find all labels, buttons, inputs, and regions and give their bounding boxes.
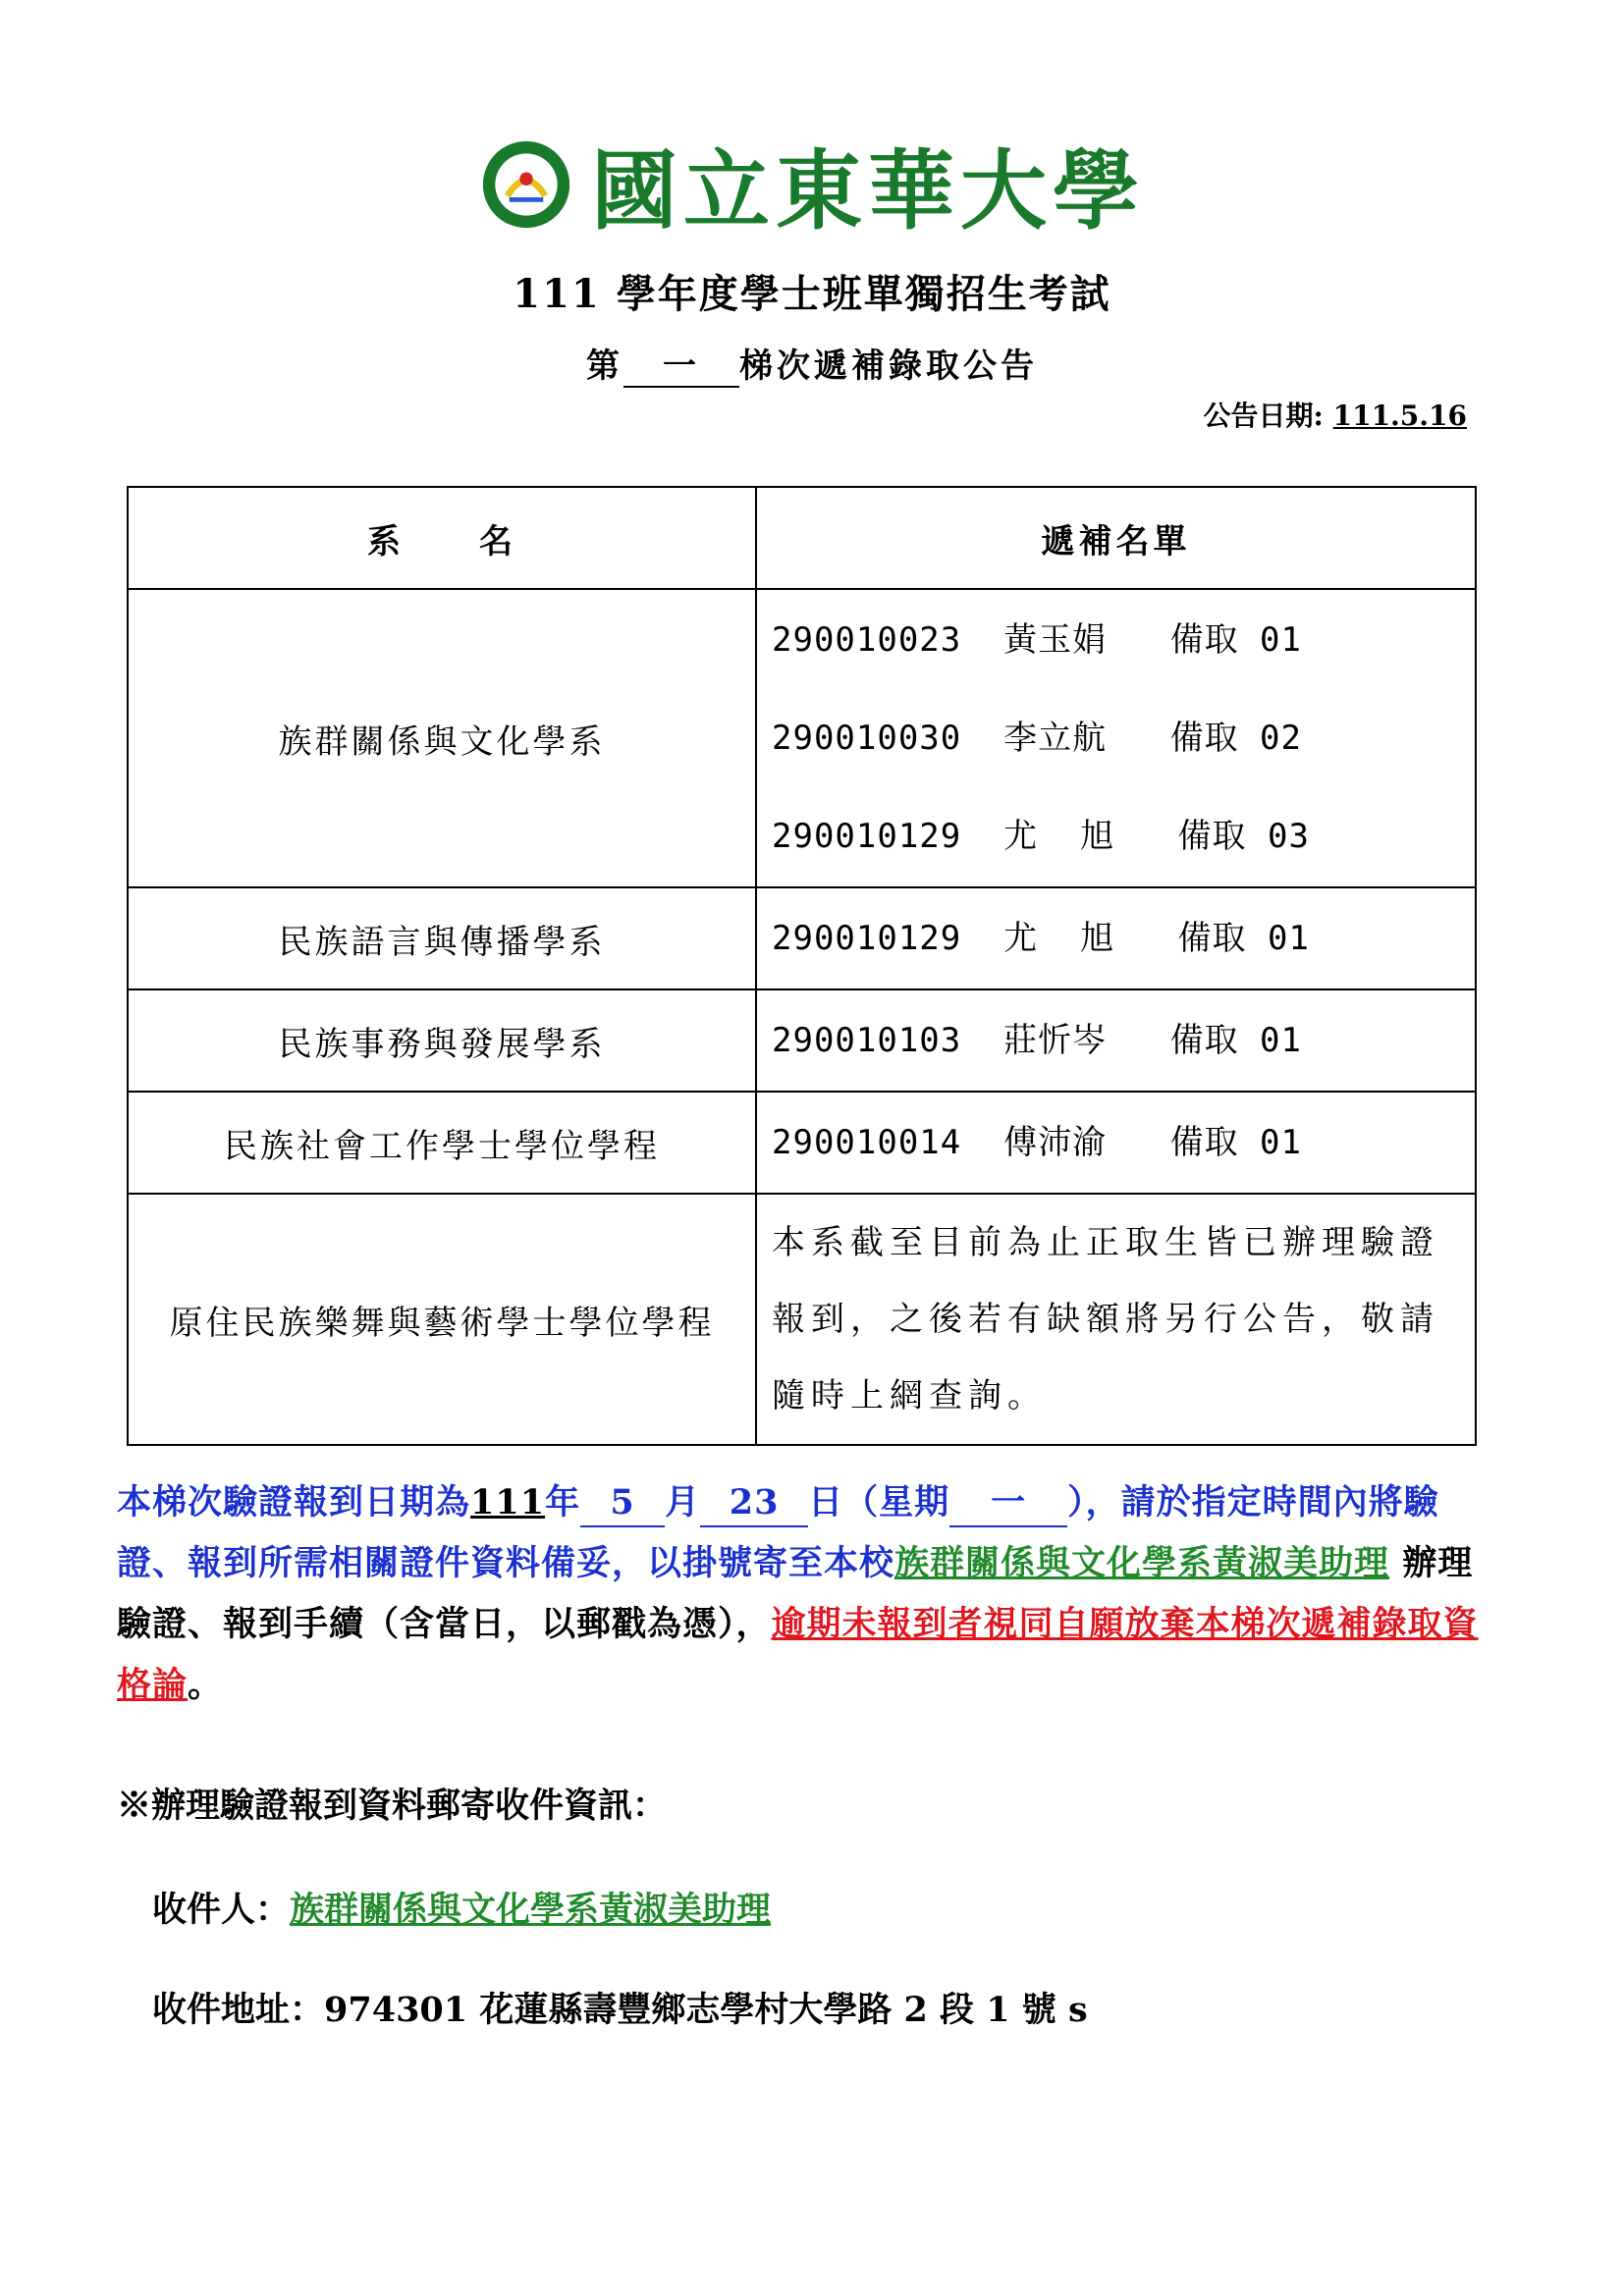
table-row <box>128 1194 1476 1445</box>
notice-year: 111 <box>470 1482 546 1522</box>
notice-end: 。 <box>188 1665 224 1705</box>
header-dept: 系 名 <box>128 487 756 589</box>
notice-year-label: 年 <box>545 1482 581 1522</box>
dept-cell: 民族社會工作學士學位學程 <box>128 1092 756 1194</box>
note-cell: 本系截至目前為止正取生皆已辦理驗證報到，之後若有缺額將另行公告，敬請隨時上網查詢。 <box>756 1194 1476 1445</box>
notice-date-label: 公告日期: <box>1203 400 1324 432</box>
names-cell <box>756 989 1476 1092</box>
name-entry: 290010030 李立航 備取 02 <box>772 719 1302 758</box>
dept-cell: 原住民族樂舞與藝術學士學位學程 <box>128 1194 756 1445</box>
subtitle-prefix: 第 <box>586 347 623 386</box>
notice-text: 辦理驗證、報到手續（含當日，以郵戳為憑）， <box>117 1543 1474 1644</box>
page-title: 111 學年度學士班單獨招生考試 <box>513 271 1111 317</box>
school-header <box>0 126 1624 243</box>
page-subtitle <box>0 339 1624 388</box>
notice-warning: 逾期未報到者視同自願放棄本梯次遞補錄取資格論 <box>117 1604 1479 1705</box>
name-entry: 290010014 傅沛渝 備取 01 <box>772 1123 1302 1162</box>
address-label: 收件地址： <box>152 1990 325 2030</box>
recipient-label: 收件人： <box>152 1890 291 1930</box>
names-cell <box>756 887 1476 989</box>
school-logo-icon <box>479 137 573 232</box>
table-row <box>128 989 1476 1092</box>
notice-text: ），請於指定時間內將驗證、報到所需相關證件資料備妥，以掛號寄至本校 <box>117 1482 1439 1583</box>
address-value: 974301 花蓮縣壽豐鄉志學村大學路 2 段 1 號 s <box>324 1990 1088 2030</box>
dept-cell: 族群關係與文化學系 <box>128 589 756 887</box>
subtitle-round: 一 <box>623 347 739 388</box>
notice-date-value: 111.5.16 <box>1332 400 1467 432</box>
recipient-name: 族群關係與文化學系黃淑美助理 <box>290 1890 772 1930</box>
notice-date <box>1204 395 1481 434</box>
recipient-line <box>152 1883 771 1932</box>
notice-day: 23 <box>700 1480 808 1527</box>
notice-month: 5 <box>580 1480 665 1527</box>
notice-paragraph <box>117 1472 1491 1716</box>
notice-day-label: 日（星期 <box>808 1482 950 1522</box>
header-list: 遞補名單 <box>756 487 1476 589</box>
name-entry: 290010129 尤 旭 備取 01 <box>772 919 1310 958</box>
notice-weekday: 一 <box>949 1480 1067 1527</box>
name-entry: 290010103 莊忻岑 備取 01 <box>772 1021 1302 1060</box>
names-cell <box>756 589 1476 887</box>
table-row <box>128 589 1476 887</box>
dept-cell: 民族事務與發展學系 <box>128 989 756 1092</box>
address-line <box>152 1983 1088 2032</box>
mail-heading: ※辦理驗證報到資料郵寄收件資訊： <box>117 1786 668 1826</box>
notice-contact: 族群關係與文化學系黃淑美助理 <box>894 1543 1390 1583</box>
notice-month-label: 月 <box>665 1482 701 1522</box>
subtitle-suffix: 梯次遞補錄取公告 <box>739 347 1038 386</box>
name-entry: 290010023 黃玉娟 備取 01 <box>772 620 1302 660</box>
table-header-row <box>128 487 1476 589</box>
name-entry: 290010129 尤 旭 備取 03 <box>772 817 1310 856</box>
table-row <box>128 1092 1476 1194</box>
names-cell <box>756 1092 1476 1194</box>
notice-text: 本梯次驗證報到日期為 <box>117 1482 471 1522</box>
admission-table <box>127 486 1477 1446</box>
dept-cell: 民族語言與傳播學系 <box>128 887 756 989</box>
table-row <box>128 887 1476 989</box>
school-name: 國立東華大學 <box>590 139 1145 241</box>
